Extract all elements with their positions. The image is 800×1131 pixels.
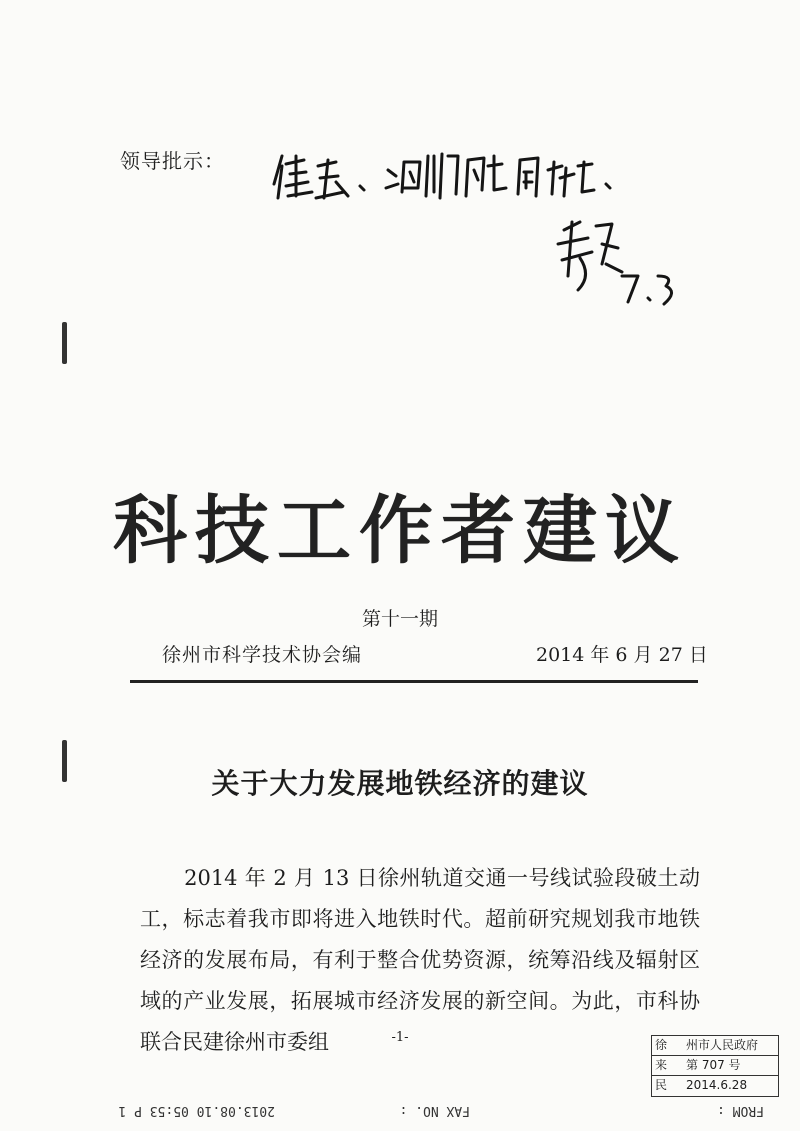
page-number: -1- [391,1030,409,1045]
fax-number: FAX NO. : [399,1103,470,1118]
issue-date: 2014 年 6 月 27 日 [536,644,708,666]
fax-from: FROM : [717,1103,764,1118]
stamp-cell: 民 [655,1078,668,1092]
fax-header [0,1090,800,1130]
stamp-cell: 2014.6.28 [686,1078,748,1092]
receipt-stamp [651,1035,779,1097]
stamp-cell: 第 707 号 [686,1058,741,1072]
masthead-divider [130,680,698,683]
handwritten-instruction [262,126,692,316]
fax-timestamp: 2013.08.10 05:53 P 1 [118,1103,275,1118]
scan-edge-mark [62,322,67,364]
stamp-cell: 徐 [655,1038,668,1052]
article-paragraph: 2014 年 2 月 13 日徐州轨道交通一号线试验段破土动工，标志着我市即将进入地铁时代。超前研究规划我市地铁经济的发展布局，有利于整合优势资源，统筹沿线及辐射区域的产业发展，拓展城市经济发展的新空间。为此，市科协联合民建徐州市委组 [140,866,700,1054]
article-title: 关于大力发展地铁经济的建议 [211,767,589,800]
issue-number: 第十一期 [361,608,438,630]
stamp-cell: 来 [655,1058,668,1072]
stamp-cell: 州市人民政府 [686,1038,759,1052]
instruction-label: 领导批示： [120,149,225,173]
document-masthead-title: 科技工作者建议 [113,488,687,574]
editor-line: 徐州市科学技术协会编 [162,644,363,666]
